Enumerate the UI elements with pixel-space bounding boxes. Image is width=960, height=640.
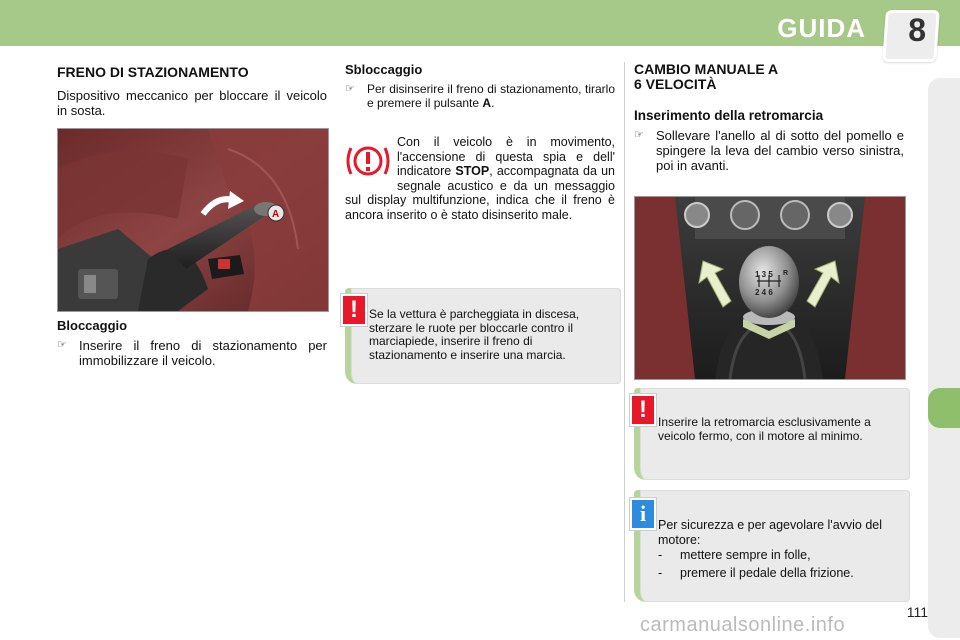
brake-warning-text: Con il veicolo è in movimento, l'accensione di questa spia e dell' indicatore STOP, accompagnata da un segnale acustico e da un messaggio sul display multifunzione, indica che il freno è ancora inserito o è stato disinserito male. [345,135,615,222]
gearbox-title-line2: 6 VELOCITÀ [634,76,717,92]
exclamation-icon: ! [341,294,367,326]
lock-bullet-text: Inserire il freno di stazionamento per immobilizzare il veicolo. [79,338,327,368]
hand-pointer-icon: ☞ [345,83,355,95]
safety-info-note [634,490,910,602]
gearbox-title [634,62,778,92]
safety-info-intro: Per sicurezza e per agevolare l'avvio del motore: [658,518,883,547]
reverse-bullet [634,128,904,173]
parking-brake-photo [57,128,329,312]
warning-icon-spacer [345,135,397,193]
unlock-title: Sbloccaggio [345,62,423,77]
parking-brake-illustration [58,129,328,311]
reverse-warning-note [634,388,910,480]
callout-label-a: A [272,209,280,220]
reverse-warning-note-text: Inserire la retromarcia esclusivamente a veicolo fermo, con il motore al minimo. [658,415,871,443]
parking-brake-intro: Dispositivo meccanico per bloccare il veicolo in sosta. [57,88,327,118]
lock-bullet [57,338,327,368]
chapter-side-tab[interactable] [928,78,960,638]
safety-info-item: - premere il pedale della frizione. [658,566,854,580]
unlock-bullet [345,82,615,110]
header-separator [0,46,960,50]
gear-lever-photo [634,196,906,380]
gearbox-title-line1: CAMBIO MANUALE A [634,61,779,77]
reverse-subtitle: Inserimento della retromarcia [634,108,824,123]
info-icon: i [630,498,656,530]
reverse-bullet-text: Sollevare l'anello al di sotto del pomello e spingere la leva del cambio verso sinistra, poi in avanti. [656,128,904,173]
gear-pattern-top: 1 3 5 [755,270,773,279]
parking-brake-title: FRENO DI STAZIONAMENTO [57,64,249,80]
chapter-side-tab-active[interactable] [928,388,960,428]
hand-pointer-icon: ☞ [57,339,67,351]
unlock-bullet-text: Per disinserire il freno di stazionamento, tirarlo e premere il pulsante A. [367,82,615,110]
safety-info-item: - mettere sempre in folle, [658,548,811,562]
section-title: GUIDA [777,13,866,43]
page-number: 111 [906,604,928,620]
lock-title: Bloccaggio [57,318,128,333]
hand-pointer-icon: ☞ [634,129,644,141]
watermark-text: carmanualsonline.info [640,614,846,636]
gear-lever-illustration [635,197,905,379]
exclamation-icon: ! [630,394,656,426]
chapter-number: 8 [908,12,926,48]
column-divider [624,62,625,602]
gear-pattern-r: R [783,270,789,277]
gear-pattern-bottom: 2 4 6 [755,288,773,297]
parking-slope-note-text: Se la vettura è parcheggiata in discesa, sterzare le ruote per bloccarle contro il marciapiede, inserire il freno di stazionamento e inserire una marcia. [369,307,580,362]
parking-slope-note [345,288,621,384]
